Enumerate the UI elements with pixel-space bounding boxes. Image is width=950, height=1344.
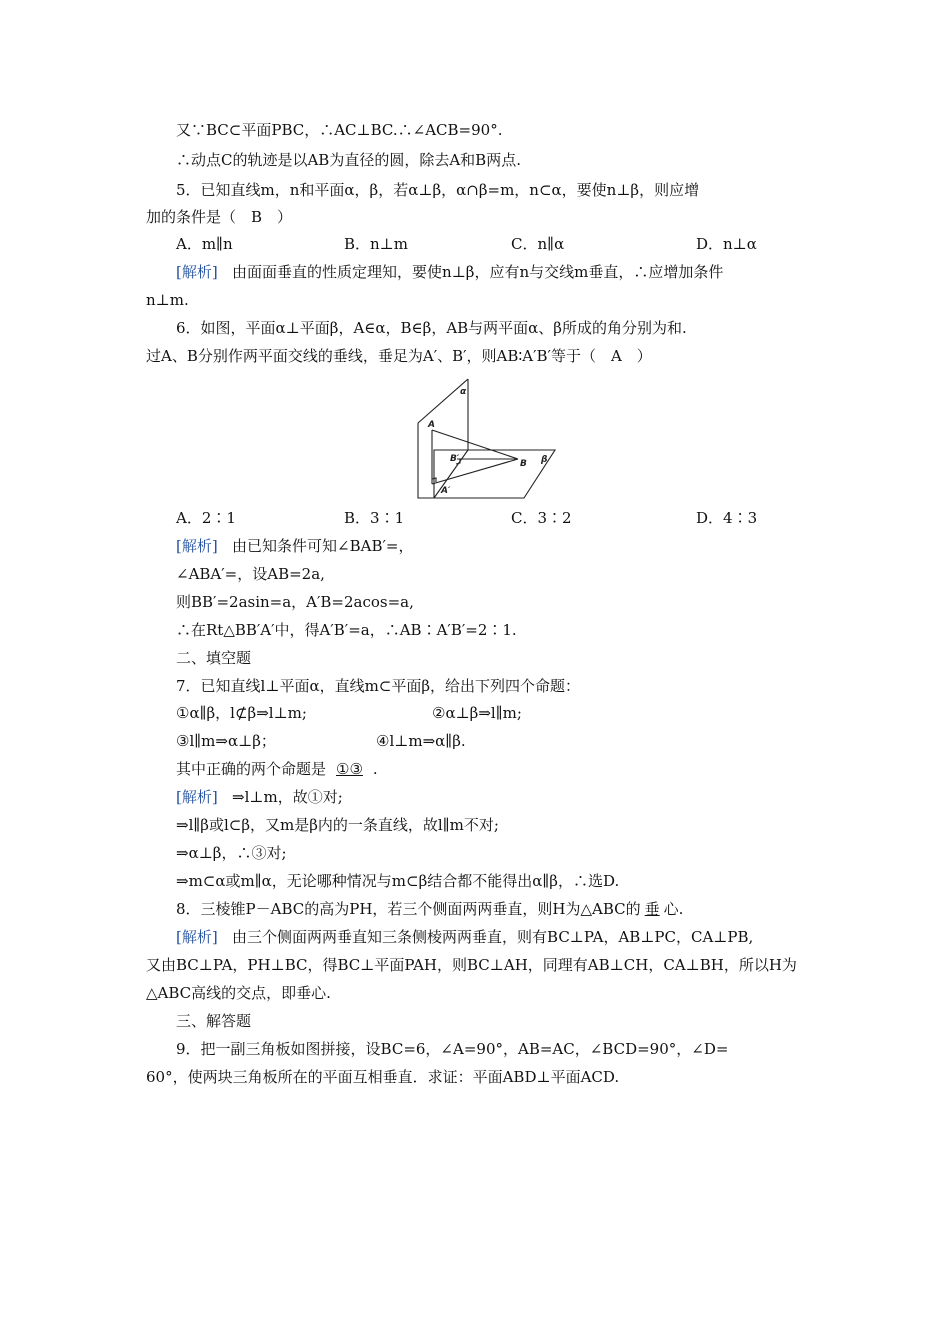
solution-text: ⇒l⊥m，故①对; (232, 788, 343, 806)
q6-stem-line-2: 过A、B分别作两平面交线的垂线，垂足为A′、B′，则AB∶A′B′等于（ A ） (146, 347, 652, 365)
q6-solution-line-3: 则BB′=2asin=a，A′B=2acos=a, (176, 593, 414, 611)
q7-stem: 7．已知直线l⊥平面α，直线m⊂平面β，给出下列四个命题： (176, 677, 581, 695)
q6-solution-line-1 (176, 536, 846, 556)
q7-proposition-4: ④l⊥m⇒α∥β. (376, 732, 466, 750)
solution-tag: [解析] (176, 263, 218, 281)
q8-stem-suffix: 心. (663, 900, 684, 918)
q7-proposition-2: ②α⊥β⇒l∥m; (432, 704, 522, 722)
text-line: 又∵BC⊂平面PBC，∴AC⊥BC.∴∠ACB=90°. (176, 121, 503, 139)
label-beta: β (541, 455, 548, 465)
q7-solution-line-4: ⇒m⊂α或m∥α，无论哪种情况与m⊂β结合都不能得出α∥β，∴选D. (176, 872, 620, 890)
q6-solution-line-2: ∠ABA′=，设AB=2a, (176, 565, 325, 583)
perpendicular-planes-figure (410, 378, 560, 502)
plane-alpha-top-edge (418, 379, 468, 423)
q5-stem-line-1: 5．已知直线m，n和平面α，β，若α⊥β，α∩β=m，n⊂α，要使n⊥β，则应增 (176, 181, 700, 199)
segment-ab (432, 430, 518, 459)
answer-blank: ①③ (336, 760, 363, 778)
q9-stem-line-2: 60°，使两块三角板所在的平面互相垂直．求证：平面ABD⊥平面ACD. (146, 1068, 620, 1086)
section-heading-solve: 三、解答题 (176, 1012, 252, 1030)
q7-proposition-1: ①α∥β，l⊄β⇒l⊥m; (176, 704, 307, 722)
q7-proposition-3: ③l∥m⇒α⊥β； (176, 732, 276, 750)
answer-suffix: . (372, 760, 378, 778)
q6-option-a: A．2∶1 (176, 509, 236, 527)
label-alpha: α (460, 387, 467, 397)
label-b: B (520, 459, 527, 469)
q6-option-d: D．4∶3 (696, 509, 758, 527)
q7-solution-line-3: ⇒α⊥β，∴③对; (176, 844, 287, 862)
q6-option-c: C．3∶2 (511, 509, 572, 527)
q5-stem-line-2: 加的条件是（ B ） (146, 208, 293, 226)
q9-stem-line-1: 9．把一副三角板如图拼接，设BC=6，∠A=90°，AB=AC，∠BCD=90°，∠D= (176, 1040, 729, 1058)
q5-option-b: B．n⊥m (344, 235, 409, 253)
q7-solution-line-1 (176, 787, 846, 807)
solution-tag: [解析] (176, 928, 218, 946)
section-heading-fill-in: 二、填空题 (176, 649, 252, 667)
q6-stem-line-1: 6．如图，平面α⊥平面β，A∈α，B∈β，AB与两平面α、β所成的角分别为和. (176, 319, 687, 337)
solution-text: 由已知条件可知∠BAB′=， (232, 537, 414, 555)
q8-solution-line-1 (176, 927, 846, 947)
q8-stem (176, 899, 846, 919)
solution-text: 由三个侧面两两垂直知三条侧棱两两垂直，则有BC⊥PA，AB⊥PC，CA⊥PB, (232, 928, 754, 946)
q8-solution-line-2: 又由BC⊥PA，PH⊥BC，得BC⊥平面PAH，则BC⊥AH，同理有AB⊥CH，CA⊥BH，所以H为 (146, 956, 797, 974)
solution-tag: [解析] (176, 788, 218, 806)
q7-answer-line (176, 759, 846, 779)
q5-solution-line-1 (176, 262, 846, 282)
q5-solution-line-2: n⊥m. (146, 291, 189, 309)
solution-tag: [解析] (176, 537, 218, 555)
label-a: A (428, 420, 435, 430)
q6-solution-line-4: ∴在Rt△BB′A′中，得A′B′=a，∴AB∶A′B′=2∶1. (176, 621, 517, 639)
solution-text: 由面面垂直的性质定理知，要使n⊥β，应有n与交线m垂直，∴应增加条件 (232, 263, 724, 281)
q7-solution-line-2: ⇒l∥β或l⊂β，又m是β内的一条直线，故l∥m不对; (176, 816, 499, 834)
label-b-prime: B′ (450, 454, 460, 464)
label-a-prime: A′ (441, 486, 451, 496)
q5-option-d: D．n⊥α (696, 235, 757, 253)
q8-stem-prefix: 8．三棱锥P－ABC的高为PH，若三个侧面两两垂直，则H为△ABC的 (176, 900, 641, 918)
q8-solution-line-3: △ABC高线的交点，即垂心. (146, 984, 331, 1002)
answer-blank: 垂 (644, 900, 660, 918)
text-line: ∴动点C的轨迹是以AB为直径的圆，除去A和B两点. (176, 151, 521, 169)
q5-option-a: A．m∥n (176, 235, 233, 253)
q6-option-b: B．3∶1 (344, 509, 405, 527)
answer-prefix: 其中正确的两个命题是 (176, 760, 327, 778)
segment-a-prime-b (432, 459, 518, 484)
q5-option-c: C．n∥α (511, 235, 565, 253)
